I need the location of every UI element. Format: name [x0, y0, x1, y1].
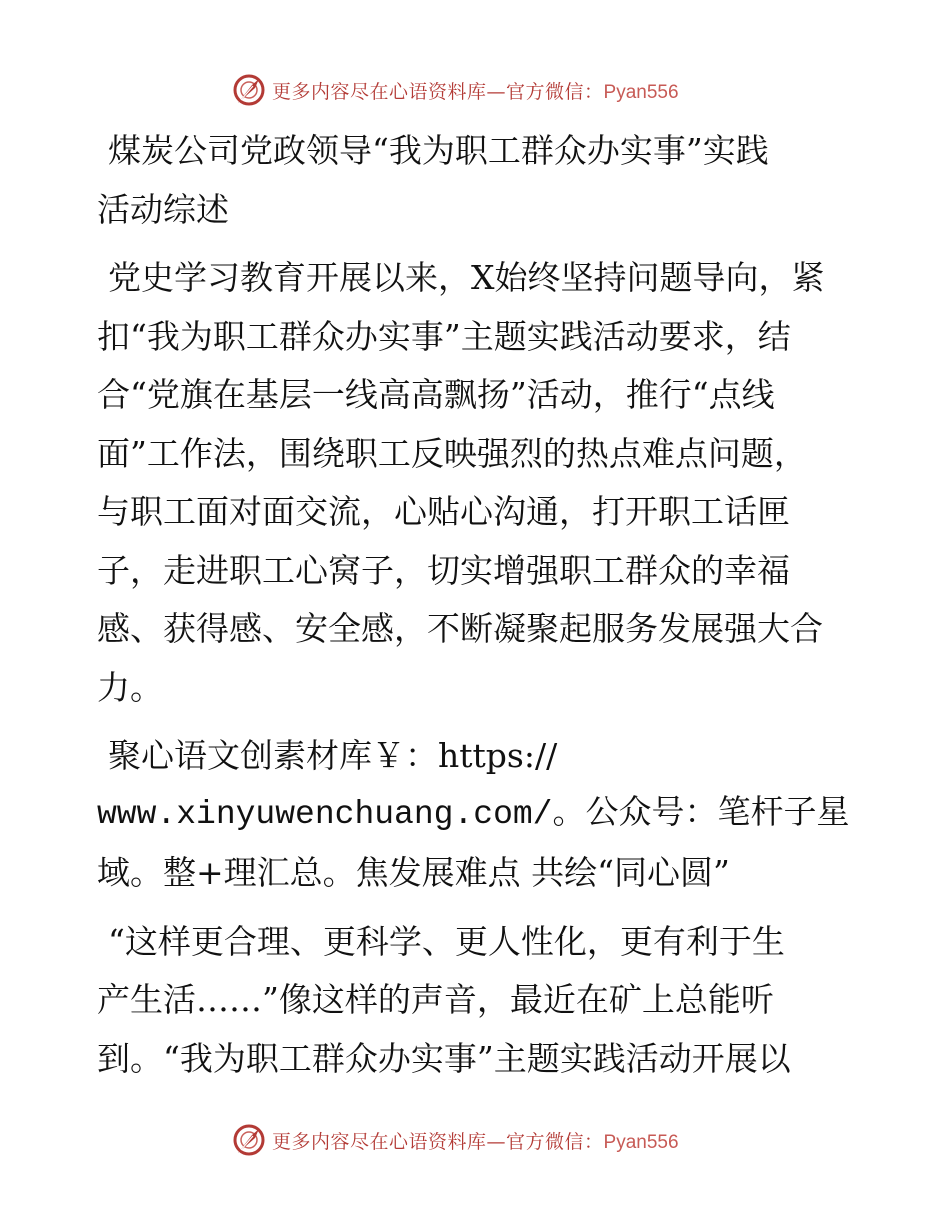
paragraph-1-line: 感、获得感、安全感，不断凝聚起服务发展强大合: [97, 609, 823, 648]
paragraph-1-line: 力。: [97, 667, 163, 707]
footer-banner-account: Pyan556: [603, 1131, 679, 1153]
document-title: [97, 122, 857, 239]
paragraph-3-line: 产生活……”像这样的声音，最近在矿上总能听: [97, 980, 774, 1019]
paragraph-3-line: “这样更合理、更科学、更人性化，更有利于生: [108, 921, 785, 961]
footer-banner-label: 更多内容尽在心语资料库—官方微信：: [272, 1130, 604, 1153]
paragraph-1-line: 合“党旗在基层一线高高飘扬”活动，推行“点线: [97, 375, 775, 414]
paragraph-2-line: www.xinyuwenchuang.com/。公众号：笔杆子星: [97, 795, 850, 833]
footer-banner: [232, 1122, 732, 1158]
header-banner-label: 更多内容尽在心语资料库—官方微信：: [272, 80, 604, 103]
paragraph-2-line: 聚心语文创素材库￥：https://: [108, 736, 558, 775]
paragraph-1-line: 扣“我为职工群众办实事”主题实践活动要求，结: [97, 316, 791, 356]
header-banner: [232, 72, 732, 108]
header-banner-account: Pyan556: [603, 81, 679, 103]
title-line-2: 活动综述: [97, 189, 229, 229]
title-line-1: 煤炭公司党政领导“我为职工群众办实事”实践: [108, 131, 769, 170]
paragraph-1-line: 面”工作法，围绕职工反映强烈的热点难点问题，: [97, 433, 807, 473]
paragraph-1-line: 党史学习教育开展以来，X始终坚持问题导向，紧: [108, 258, 825, 297]
paragraph-2: [97, 727, 857, 903]
paragraph-3-line: 到。“我为职工群众办实事”主题实践活动开展以: [97, 1038, 791, 1078]
header-banner-text: [272, 77, 679, 104]
paragraph-1: [97, 249, 857, 717]
paragraph-1-line: 子，走进职工心窝子，切实增强职工群众的幸福: [97, 550, 790, 590]
document-body: [97, 122, 857, 1098]
paragraph-2-line: 域。整+理汇总。焦发展难点 共绘“同心圆”: [97, 853, 730, 892]
paragraph-3: [97, 913, 857, 1089]
paragraph-1-line: 与职工面对面交流，心贴心沟通，打开职工话匣: [97, 492, 790, 531]
quill-pen-logo-icon: [232, 1123, 266, 1157]
footer-banner-text: [272, 1127, 679, 1154]
quill-pen-logo-icon: [232, 73, 266, 107]
